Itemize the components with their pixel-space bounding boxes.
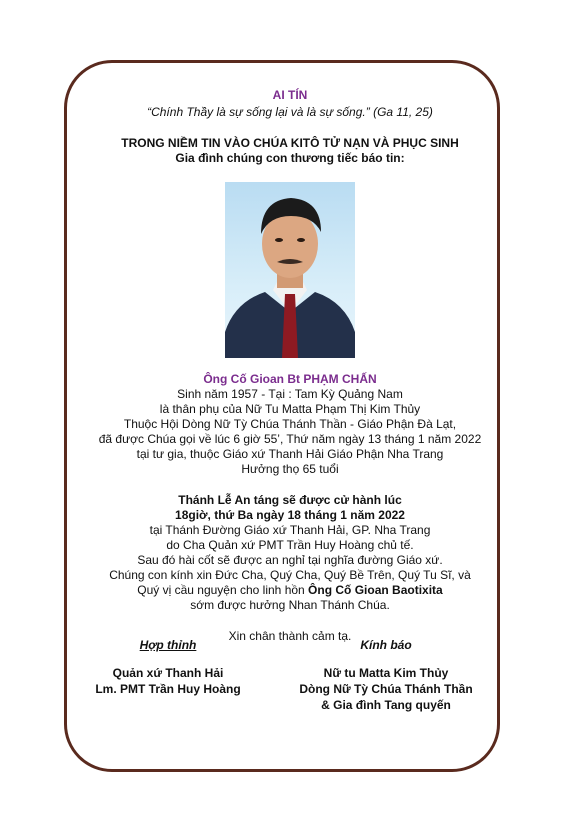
deceased-line: Hưởng thọ 65 tuổi: [241, 462, 339, 476]
intro-heading: TRONG NIỀM TIN VÀO CHÚA KITÔ TỬ NẠN VÀ PHỤC SINH: [121, 136, 459, 150]
signature-right-line: Nữ tu Matta Kim Thủy: [323, 666, 449, 680]
deceased-line: Sinh năm 1957 - Tại : Tam Kỳ Quảng Nam: [177, 387, 403, 401]
signature-left-title: Hợp thỉnh: [139, 638, 197, 652]
deceased-line: đã được Chúa gọi về lúc 6 giờ 55’, Thứ năm ngày 13 tháng 1 năm 2022: [98, 432, 482, 446]
mass-prayer-line: [90, 583, 490, 598]
signature-right-line: Dòng Nữ Tỳ Chúa Thánh Thần: [299, 682, 473, 696]
portrait-photo: [225, 182, 355, 358]
mass-line: do Cha Quản xứ PMT Trần Huy Hoàng chủ tế.: [166, 538, 414, 552]
deceased-line: Thuộc Hội Dòng Nữ Tỳ Chúa Thánh Thần - Giáo Phận Đà Lạt,: [123, 417, 457, 431]
notice-title: AI TÍN: [272, 88, 308, 102]
signature-left-line: Lm. PMT Trần Huy Hoàng: [95, 682, 241, 696]
mass-datetime: 18giờ, thứ Ba ngày 18 tháng 1 năm 2022: [175, 508, 405, 522]
intro-subheading: Gia đình chúng con thương tiếc báo tin:: [175, 151, 405, 165]
mass-line: Sau đó hài cốt sẽ được an nghỉ tại nghĩa đường Giáo xứ.: [137, 553, 443, 567]
mass-line: tại Thánh Đường Giáo xứ Thanh Hải, GP. Nha Trang: [149, 523, 431, 537]
mass-heading: Thánh Lễ An táng sẽ được cử hành lúc: [178, 493, 402, 507]
mass-line: Chúng con kính xin Đức Cha, Quý Cha, Quý Bề Trên, Quý Tu Sĩ, và: [109, 568, 471, 582]
thanks-text: Xin chân thành cảm tạ.: [228, 629, 352, 643]
bible-quote: “Chính Thầy là sự sống lại và là sự sống.” (Ga 11, 25): [147, 105, 433, 119]
notice-content: [90, 88, 490, 644]
portrait-illustration: [225, 182, 355, 358]
prayer-prefix: Quý vị cầu nguyện cho linh hồn: [137, 583, 309, 597]
deceased-line: tại tư gia, thuộc Giáo xứ Thanh Hải Giáo Phận Nha Trang: [136, 447, 444, 461]
signature-left-line: Quản xứ Thanh Hải: [112, 666, 224, 680]
signature-right-line: & Gia đình Tang quyến: [321, 698, 451, 712]
deceased-name: Ông Cố Gioan Bt PHẠM CHẤN: [203, 372, 377, 386]
signature-left: [88, 637, 248, 697]
deceased-line: là thân phụ của Nữ Tu Matta Phạm Thị Kim Thủy: [159, 402, 421, 416]
signature-right-title: Kính báo: [360, 638, 412, 652]
signature-right: [286, 637, 486, 713]
mass-last-line: sớm được hưởng Nhan Thánh Chúa.: [190, 598, 390, 612]
prayer-name: Ông Cố Gioan Baotixita: [308, 583, 443, 597]
